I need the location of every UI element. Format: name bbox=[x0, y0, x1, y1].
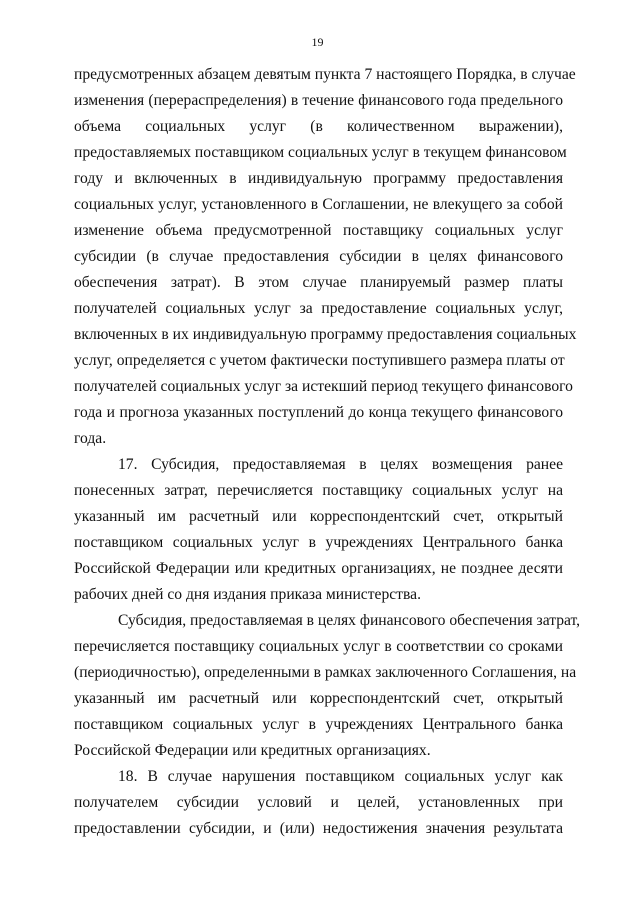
text-line: Российской Федерации или кредитных организациях. bbox=[74, 742, 431, 759]
text-line: понесенных затрат, перечисляется поставщику социальных услуг на bbox=[74, 482, 563, 499]
text-line: указанный им расчетный или корреспондентский счет, открытый bbox=[74, 508, 563, 525]
text-line: поставщиком социальных услуг в учреждениях Центрального банка bbox=[74, 534, 563, 551]
text-line: года и прогноза указанных поступлений до конца текущего финансового bbox=[74, 404, 563, 421]
text-line: объема социальных услуг (в количественном выражении), bbox=[74, 118, 563, 135]
text-line: получателей социальных услуг за истекший период текущего финансового bbox=[74, 378, 573, 395]
text-line: рабочих дней со дня издания приказа министерства. bbox=[74, 586, 421, 603]
text-line: социальных услуг, установленного в Соглашении, не влекущего за собой bbox=[74, 196, 563, 213]
text-line: получателей социальных услуг за предоставление социальных услуг, bbox=[74, 300, 563, 317]
text-line: году и включенных в индивидуальную программу предоставления bbox=[74, 170, 563, 187]
document-body bbox=[74, 62, 581, 842]
text-line: предоставляемых поставщиком социальных услуг в текущем финансовом bbox=[74, 144, 567, 161]
text-line: услуг, определяется с учетом фактически поступившего размера платы от bbox=[74, 352, 565, 369]
text-line: обеспечения затрат). В этом случае планируемый размер платы bbox=[74, 274, 563, 291]
text-line: 18. В случае нарушения поставщиком социальных услуг как bbox=[118, 768, 563, 785]
text-line: указанный им расчетный или корреспондентский счет, открытый bbox=[74, 690, 563, 707]
text-line: (периодичностью), определенными в рамках заключенного Соглашения, на bbox=[74, 664, 577, 681]
text-line: предоставлении субсидии, и (или) недостижения значения результата bbox=[74, 820, 563, 837]
text-line: Российской Федерации или кредитных организациях, не позднее десяти bbox=[74, 560, 563, 577]
text-line: Субсидия, предоставляемая в целях финансового обеспечения затрат, bbox=[118, 612, 581, 629]
text-line: года. bbox=[74, 430, 107, 447]
text-line: перечисляется поставщику социальных услуг в соответствии со сроками bbox=[74, 638, 563, 655]
text-line: изменение объема предусмотренной поставщику социальных услуг bbox=[74, 222, 563, 239]
text-line: 17. Субсидия, предоставляемая в целях возмещения ранее bbox=[118, 456, 563, 473]
text-line: поставщиком социальных услуг в учреждениях Центрального банка bbox=[74, 716, 563, 733]
text-line: получателем субсидии условий и целей, установленных при bbox=[74, 794, 563, 811]
page-number: 19 bbox=[311, 35, 324, 49]
text-line: изменения (перераспределения) в течение финансового года предельного bbox=[74, 92, 563, 109]
text-line: включенных в их индивидуальную программу предоставления социальных bbox=[74, 326, 577, 343]
text-line: субсидии (в случае предоставления субсидии в целях финансового bbox=[74, 248, 563, 265]
text-line: предусмотренных абзацем девятым пункта 7 настоящего Порядка, в случае bbox=[74, 66, 576, 83]
